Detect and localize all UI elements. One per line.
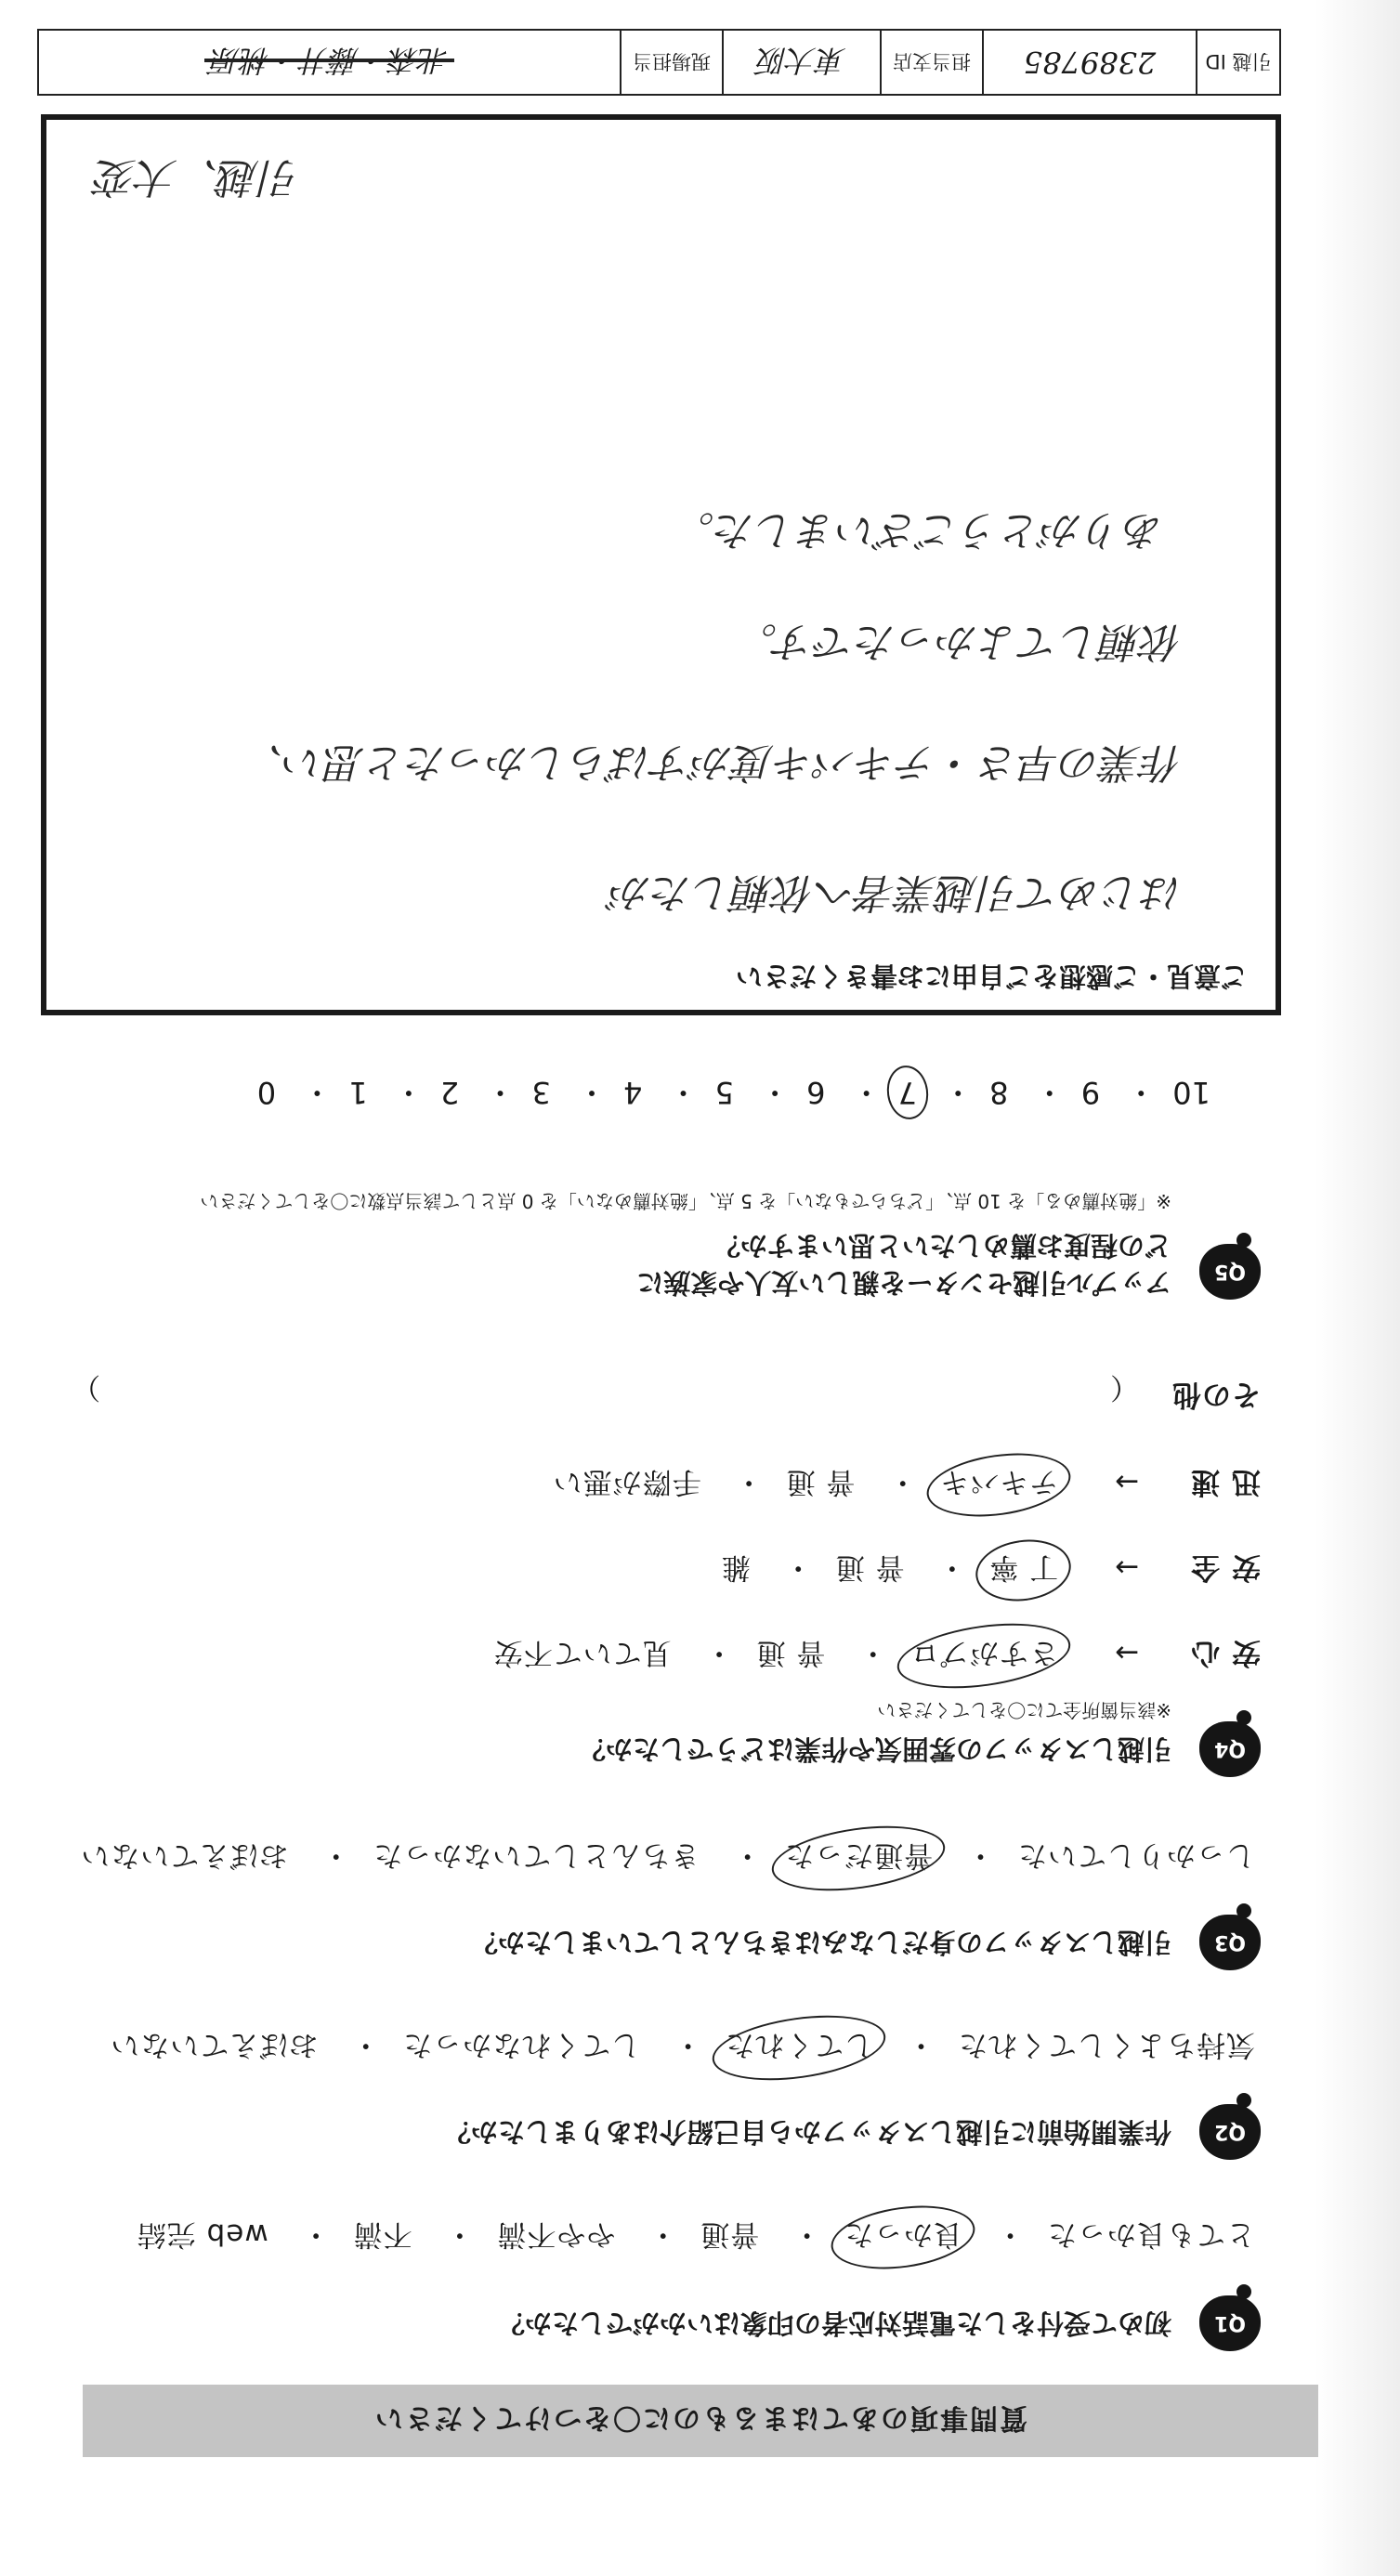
- q5-text-line1: アップル引越センターを親しい友人や家族に: [636, 1267, 1171, 1299]
- q3-text: 引越しスタッフの身だしなみはきちんとしていましたか？: [470, 1927, 1171, 1958]
- comment-line: 依頼してよかったです。: [736, 618, 1183, 665]
- rating-option[interactable]: 3: [531, 1075, 551, 1110]
- q5-badge: Q5: [1199, 1244, 1261, 1300]
- q1-options: とても良かった・ 良かった・ 普通・ やや不満・ 不満・ web 完結: [131, 2216, 1261, 2258]
- instruction-text: 質問事項のあてはまるものに〇をつけてください: [373, 2401, 1027, 2434]
- arrow-icon: →: [1114, 1636, 1140, 1669]
- q1-option[interactable]: 普通: [700, 2217, 760, 2251]
- q4-option[interactable]: 普 通: [755, 1636, 826, 1669]
- q3-option[interactable]: しっかりしていた: [1017, 1838, 1255, 1872]
- q4-option[interactable]: 見ていて不安: [492, 1636, 672, 1669]
- q4-row-label: 迅 速: [1190, 1465, 1261, 1498]
- rating-option[interactable]: 9: [1080, 1075, 1101, 1110]
- footer-table: [37, 29, 1281, 96]
- q4-row-anzen: 安 全 → 丁 寧・ 普 通・ 雑: [715, 1550, 1261, 1591]
- q1-option[interactable]: とても良かった: [1047, 2217, 1255, 2251]
- q4-option[interactable]: 普 通: [785, 1465, 856, 1498]
- rating-option[interactable]: 8: [989, 1075, 1009, 1110]
- q2-badge: Q2: [1199, 2104, 1261, 2160]
- q4-option[interactable]: 雑: [720, 1550, 751, 1584]
- comment-line: 作業の早さ・テキパキ度がすばらしかったと思い、: [242, 739, 1183, 786]
- staff-value: [39, 31, 620, 94]
- staff-names: 北森・藤井・桃原: [211, 41, 449, 84]
- rating-option[interactable]: 6: [806, 1075, 826, 1110]
- q5-text-line2: どの程度お薦めしたいと思いますか？: [713, 1230, 1171, 1262]
- q4-option-selected[interactable]: 丁 寧: [983, 1550, 1064, 1591]
- q4-badge: Q4: [1199, 1721, 1261, 1777]
- q5-note: ※「絶対薦める」を 10 点、「どちらでもない」を 5 点、「絶対薦めない」を 0 点として該当点数に〇をしてください: [200, 1190, 1171, 1212]
- q1-option[interactable]: web 完結: [136, 2217, 268, 2251]
- rating-option[interactable]: 0: [256, 1075, 277, 1110]
- q1-option-selected[interactable]: 良かった: [838, 2216, 968, 2258]
- q2-options: 気持ちよくしてくれた・ してくれた・ してくれなかった・ おぼえていない: [104, 2027, 1261, 2069]
- q1-option[interactable]: 不満: [352, 2217, 412, 2251]
- q4-row-label: 安 心: [1190, 1636, 1261, 1669]
- branch-label: 担当支店: [880, 31, 982, 94]
- q4-other-field[interactable]: （ ）: [71, 1370, 1140, 1404]
- q2-text: 作業開始前に引越しスタッフから自己紹介はありましたか？: [443, 2116, 1171, 2148]
- rating-option[interactable]: 2: [439, 1075, 460, 1110]
- q1-badge: Q1: [1199, 2295, 1261, 2351]
- q4-other-label: その他: [1171, 1378, 1261, 1411]
- branch-value: 東大阪: [722, 31, 880, 94]
- q1-option[interactable]: やや不満: [496, 2217, 616, 2251]
- q4-option-selected[interactable]: テキパキ: [934, 1464, 1064, 1506]
- rating-option-selected[interactable]: 7: [895, 1075, 921, 1110]
- scan-edge: [1315, 0, 1400, 2576]
- q4-text: 引越しスタッフの雰囲気や作業はどうでしたか？: [578, 1733, 1171, 1765]
- instruction-band: [83, 2385, 1318, 2457]
- comment-signature: 引越、大変: [96, 153, 300, 201]
- rating-option[interactable]: 5: [714, 1075, 734, 1110]
- q3-option-selected[interactable]: 普通だった: [779, 1837, 938, 1879]
- q2-option[interactable]: してくれなかった: [402, 2028, 641, 2061]
- id-value: 2389785: [982, 31, 1196, 94]
- q4-note: ※該当箇所全てに〇をしてください: [877, 1699, 1171, 1721]
- q4-row-jinsoku: 迅 速 → テキパキ・ 普 通・ 手際が悪い: [547, 1464, 1261, 1506]
- comment-line: はじめて引越業者へ依頼したが: [610, 869, 1183, 916]
- q4-option[interactable]: 普 通: [834, 1550, 905, 1584]
- q3-badge: Q3: [1199, 1915, 1261, 1970]
- q2-option[interactable]: 気持ちよくしてくれた: [958, 2028, 1255, 2061]
- q3-options: しっかりしていた・ 普通だった・ きちんとしていなかった・ おぼえていない: [74, 1837, 1261, 1879]
- arrow-icon: →: [1114, 1465, 1140, 1498]
- q4-row-anshin: 安 心 → さすがプロ・ 普 通・ 見ていて不安: [488, 1635, 1261, 1677]
- q3-option[interactable]: おぼえていない: [80, 1838, 289, 1872]
- q5-rating-scale: 10・ 9・ 8・ 7・ 6・ 5・ 4・ 3・ 2・ 1・ 0: [254, 1073, 1214, 1116]
- q2-option-selected[interactable]: してくれた: [719, 2027, 879, 2069]
- q4-option-selected[interactable]: さすがプロ: [904, 1635, 1064, 1677]
- q3-option[interactable]: きちんとしていなかった: [373, 1838, 700, 1872]
- q1-text: 初めて受付をした電話対応者の印象はいかがでしたか？: [497, 2308, 1171, 2339]
- rating-option[interactable]: 10: [1172, 1075, 1210, 1110]
- comment-line: ありがとうございました。: [674, 506, 1164, 554]
- q4-option[interactable]: 手際が悪い: [552, 1465, 701, 1498]
- q4-other: [71, 1370, 1261, 1419]
- rating-option[interactable]: 1: [348, 1075, 368, 1110]
- arrow-icon: →: [1114, 1550, 1140, 1584]
- rating-option[interactable]: 4: [623, 1075, 643, 1110]
- comments-box[interactable]: [41, 114, 1281, 1015]
- comments-title: ご意見・ご感想をご自由にお書きください: [735, 961, 1248, 992]
- id-label: 引越 ID: [1196, 31, 1279, 94]
- q4-row-label: 安 全: [1190, 1550, 1261, 1584]
- staff-label: 現場担当: [620, 31, 722, 94]
- q2-option[interactable]: おぼえていない: [110, 2028, 319, 2061]
